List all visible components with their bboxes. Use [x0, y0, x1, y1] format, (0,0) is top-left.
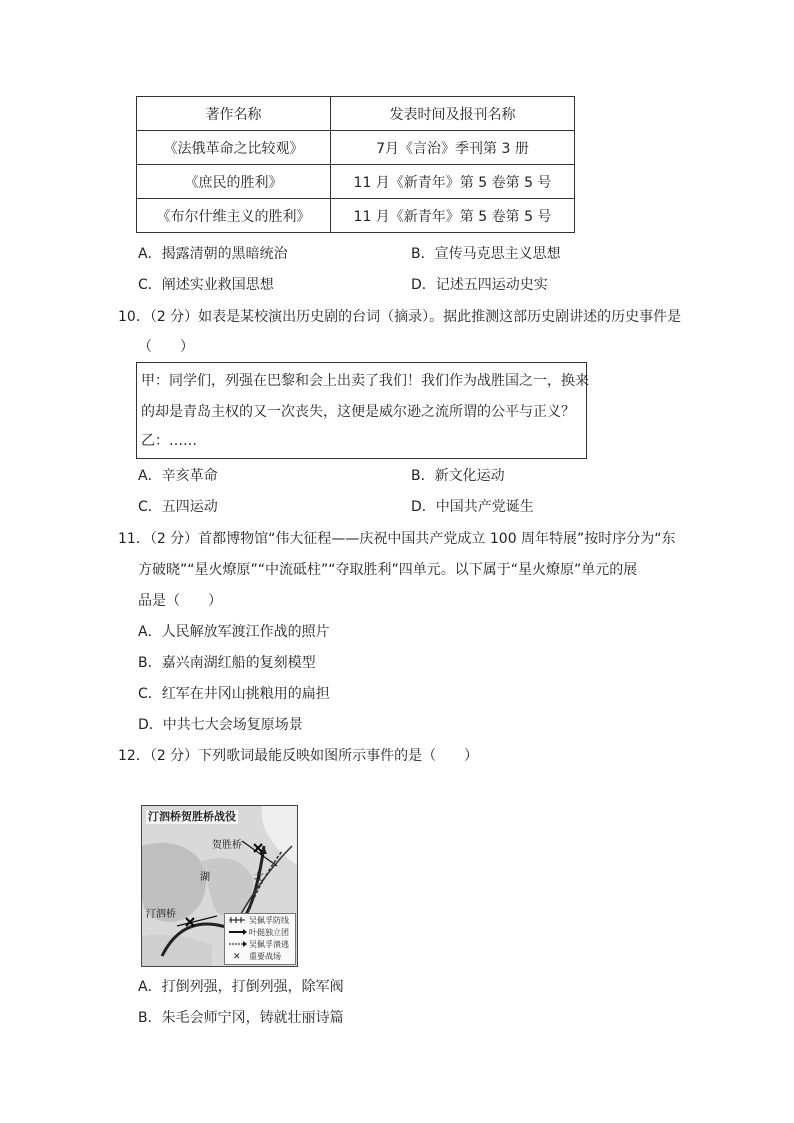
q10-dialog-box	[136, 362, 587, 459]
legend-cross-icon: ✕	[233, 952, 241, 962]
dialog-line: 的却是青岛主权的又一次丧失，这便是威尔逊之流所谓的公平与正义？	[141, 404, 575, 420]
table-header-cell: 著作名称	[137, 97, 331, 131]
map-label-tingsi: 汀泗桥	[146, 909, 176, 920]
q12-option-b[interactable]: B．朱毛会师宁冈，铸就壮丽诗篇	[138, 1010, 344, 1026]
q10-answer-blank: （ ）	[138, 339, 194, 355]
q11-option-b[interactable]: B．嘉兴南湖红船的复刻模型	[138, 655, 316, 671]
battle-map	[141, 805, 298, 967]
legend-advance-arrow	[243, 929, 247, 935]
dialog-line: 甲：同学们，列强在巴黎和会上出卖了我们！我们作为战胜国之一，换来	[141, 373, 589, 389]
table-cell: 《布尔什维主义的胜利》	[137, 199, 331, 233]
q10-stem: 10．（2 分）如表是某校演出历史剧的台词（摘录）。据此推测这部历史剧讲述的历史事件是	[118, 309, 682, 325]
legend-retreat-arrow	[243, 941, 247, 947]
table-cell: 《法俄革命之比较观》	[137, 131, 331, 165]
works-table	[136, 96, 575, 233]
q11-option-a[interactable]: A．人民解放军渡江作战的照片	[138, 624, 330, 640]
q9-option-c[interactable]: C．阐述实业救国思想	[138, 277, 274, 293]
q10-option-d[interactable]: D．中国共产党诞生	[411, 499, 534, 515]
table-header-row	[137, 97, 575, 131]
land-shape	[262, 806, 298, 866]
table-cell: 《庶民的胜利》	[137, 165, 331, 199]
legend-item: 叶挺独立团	[249, 928, 289, 937]
table-row	[137, 131, 575, 165]
land-shape	[142, 935, 212, 967]
q10-option-b[interactable]: B．新文化运动	[411, 468, 505, 484]
map-title: 汀泗桥贺胜桥战役	[148, 810, 236, 823]
q9-option-a[interactable]: A．揭露清朝的黑暗统治	[138, 246, 288, 262]
legend-defense-symbol	[229, 917, 245, 923]
table-cell: 7月《言治》季刊第 3 册	[331, 131, 575, 165]
legend-item: 重要战场	[249, 952, 281, 961]
q9-option-d[interactable]: D．记述五四运动史实	[411, 277, 548, 293]
q11-stem-cont: 品是（ ）	[138, 593, 222, 609]
q12-option-a[interactable]: A．打倒列强，打倒列强，除军阀	[138, 979, 344, 995]
map-label-region: 北	[254, 872, 264, 883]
lake-shape	[202, 858, 253, 917]
dialog-line: 乙：……	[141, 433, 197, 449]
battle-marker	[254, 844, 262, 852]
q12-stem: 12．（2 分）下列歌词最能反映如图所示事件的是（ ）	[118, 748, 479, 764]
map-label-hesheng: 贺胜桥	[212, 840, 242, 851]
defense-line	[242, 841, 277, 866]
table-header-cell: 发表时间及报刊名称	[331, 97, 575, 131]
table-row	[137, 199, 575, 233]
q10-option-a[interactable]: A．辛亥革命	[138, 468, 218, 484]
table-cell: 11 月《新青年》第 5 卷第 5 号	[331, 199, 575, 233]
q9-option-b[interactable]: B．宣传马克思主义思想	[411, 246, 561, 262]
q11-stem: 11．（2 分）首都博物馆“伟大征程——庆祝中国共产党成立 100 周年特展”按时序分为“东	[118, 531, 676, 547]
q11-option-c[interactable]: C．红军在井冈山挑粮用的扁担	[138, 686, 330, 702]
legend-item: 吴佩孚防线	[249, 916, 289, 925]
q11-option-d[interactable]: D．中共七大会场复原场景	[138, 717, 303, 733]
table-row	[137, 165, 575, 199]
map-legend	[224, 913, 296, 965]
map-label-region: 湖	[200, 872, 210, 883]
table-cell: 11 月《新青年》第 5 卷第 5 号	[331, 165, 575, 199]
legend-item: 吴佩孚溃逃	[249, 940, 289, 949]
q11-stem-cont: 方破晓”“星火燎原”“中流砥柱”“夺取胜利”四单元。以下属于“星火燎原”单元的展	[138, 562, 638, 578]
q10-option-c[interactable]: C．五四运动	[138, 499, 218, 515]
